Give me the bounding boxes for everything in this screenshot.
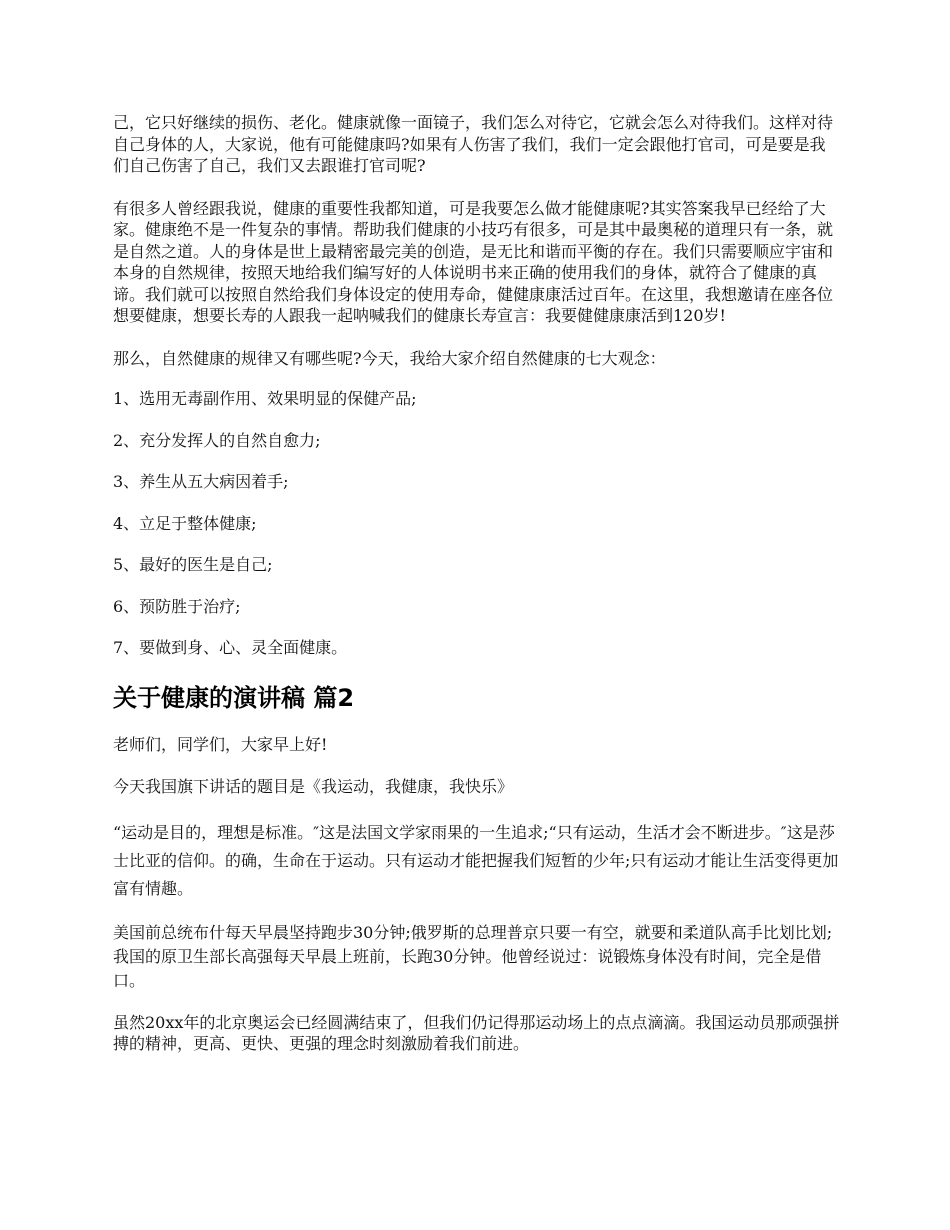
list-item: 5、最好的医生是自己; (113, 555, 273, 574)
concepts-list (113, 388, 840, 659)
list-item: 2、充分发挥人的自然自愈力; (113, 430, 321, 450)
list-item: 4、立足于整体健康; (113, 513, 257, 533)
list-item: 1、选用无毒副作用、效果明显的保健产品; (113, 389, 417, 408)
document-page (113, 112, 840, 1055)
list-item: 6、预防胜于治疗; (113, 596, 241, 616)
paragraph-olympics: 虽然20xx年的北京奥运会已经圆满结束了，但我们仍记得那运动场上的点点滴滴。我国运动员那顽强拼搏的精神，更高、更快、更强的理念时刻激励着我们前进。 (113, 1012, 840, 1053)
paragraph-leaders-exercise: 美国前总统布什每天早晨坚持跑步30分钟;俄罗斯的总理普京只要一有空，就要和柔道队高手比划比划;我国的原卫生部长高强每天早晨上班前，长跑30分钟。他曾经说过：说锻炼身体没有时间，完全是借口。 (113, 922, 833, 990)
paragraph-mirror-analogy: 己，它只好继续的损伤、老化。健康就像一面镜子，我们怎么对待它，它就会怎么对待我们。这样对待自己身体的人，大家说，他有可能健康吗?如果有人伤害了我们，我们一定会跟他打官司，可是要是我们自己伤害了自己，我们又去跟谁打官司呢? (113, 113, 834, 175)
section-title: 关于健康的演讲稿 篇2 (113, 683, 355, 712)
paragraph-speech-topic: 今天我国旗下讲话的题目是《我运动，我健康，我快乐》 (113, 777, 514, 796)
paragraph-natural-way: 有很多人曾经跟我说，健康的重要性我都知道，可是我要怎么做才能健康呢?其实答案我早已经给了大家。健康绝不是一件复杂的事情。帮助我们健康的小技巧有很多，可是其中最奥秘的道理只有一条，就是自然之道。人的身体是世上最精密最完美的创造，是无比和谐而平衡的存在。我们只需要顺应宇宙和本身的自然规律，按照天地给我们编写好的人体说明书来正确的使用我们的身体，就符合了健康的真谛。我们就可以按照自然给我们身体设定的使用寿命，健健康康活过百年。在这里，我想邀请在座各位想要健康，想要长寿的人跟我一起呐喊我们的健康长寿宣言：我要健健康康活到120岁! (113, 198, 834, 325)
list-item: 3、养生从五大病因着手; (113, 472, 289, 491)
list-item: 7、要做到身、心、灵全面健康。 (113, 638, 348, 657)
paragraph-seven-concepts-intro: 那么，自然健康的规律又有哪些呢?今天，我给大家介绍自然健康的七大观念： (113, 348, 666, 368)
paragraph-greeting: 老师们，同学们，大家早上好! (113, 734, 328, 754)
paragraph-quotes: “运动是目的，理想是标准。″这是法国文学家雨果的一生追求;“只有运动，生活才会不断进步。″这是莎士比亚的信仰。的确，生命在于运动。只有运动才能把握我们短暂的少年;只有运动才能让生活变得更加富有情趣。 (113, 822, 839, 898)
